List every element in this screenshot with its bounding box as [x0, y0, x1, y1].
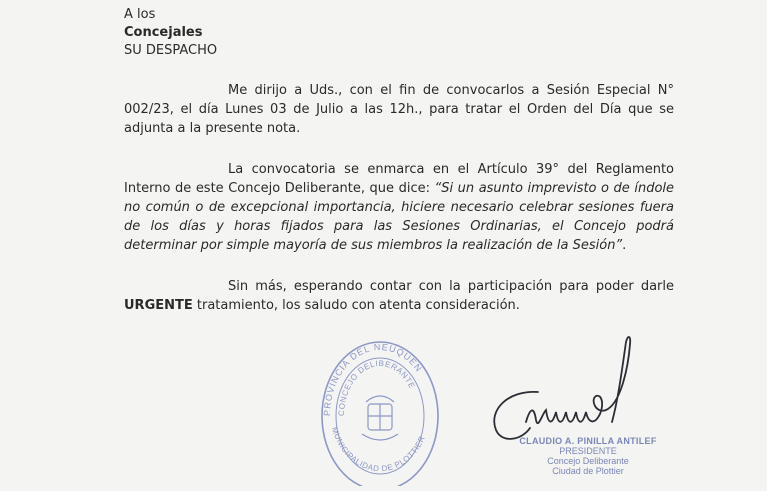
- recipients: Concejales: [124, 25, 203, 40]
- handwritten-signature: [478, 330, 658, 450]
- paragraph-article-intro: La convocatoria se enmarca en el Artículo 39° del Reglamento Interno de este Concejo Deliberante, que dice:: [124, 162, 674, 196]
- signer-city: Ciudad de Plottier: [552, 466, 624, 476]
- paragraph-convocation-text: Me dirijo a Uds., con el fin de convocarlos a Sesión Especial N° 002/23, el día Lunes 03 de Julio a las 12h., para tratar el Orden del Día que se adjunta a la presente nota.: [124, 83, 674, 136]
- signer-title: PRESIDENTE: [559, 446, 617, 456]
- office-line: SU DESPACHO: [124, 43, 218, 58]
- signature-stamp: [508, 436, 668, 476]
- seal-inner-text: CONCEJO DELIBERANTE: [336, 358, 417, 417]
- signer-name: CLAUDIO A. PINILLA ANTILEF: [519, 436, 657, 446]
- seal-outer-text: PROVINCIA DEL NEUQUEN: [321, 341, 425, 417]
- paragraph-closing: [124, 277, 674, 315]
- paragraph-closing-intro: Sin más, esperando contar con la participación para poder darle: [228, 279, 674, 294]
- urgent-emphasis: URGENTE: [124, 298, 193, 313]
- to-line: A los: [124, 7, 156, 22]
- paragraph-convocation: [124, 81, 674, 138]
- signer-org: Concejo Deliberante: [547, 456, 629, 466]
- paragraph-closing-rest: tratamiento, los saludo con atenta consideración.: [192, 298, 520, 313]
- paragraph-article-end: .: [622, 238, 627, 253]
- official-seal: [318, 336, 442, 486]
- svg-text:MUNICIPALIDAD DE PLOTTIER: [330, 426, 427, 473]
- article-quote: “Si un asunto imprevisto o de índole no común o de excepcional importancia, hiciere necesario celebrar sesiones fuera de los días y horas fijados para las Sesiones Ordinarias, el Concejo podrá determinar por simple mayoría de sus miembros la realización de la Sesión”: [124, 181, 675, 253]
- seal-emblem-icon: [362, 396, 398, 440]
- seal-bottom-text: MUNICIPALIDAD DE PLOTTIER: [329, 425, 427, 474]
- paragraph-article: [124, 160, 674, 255]
